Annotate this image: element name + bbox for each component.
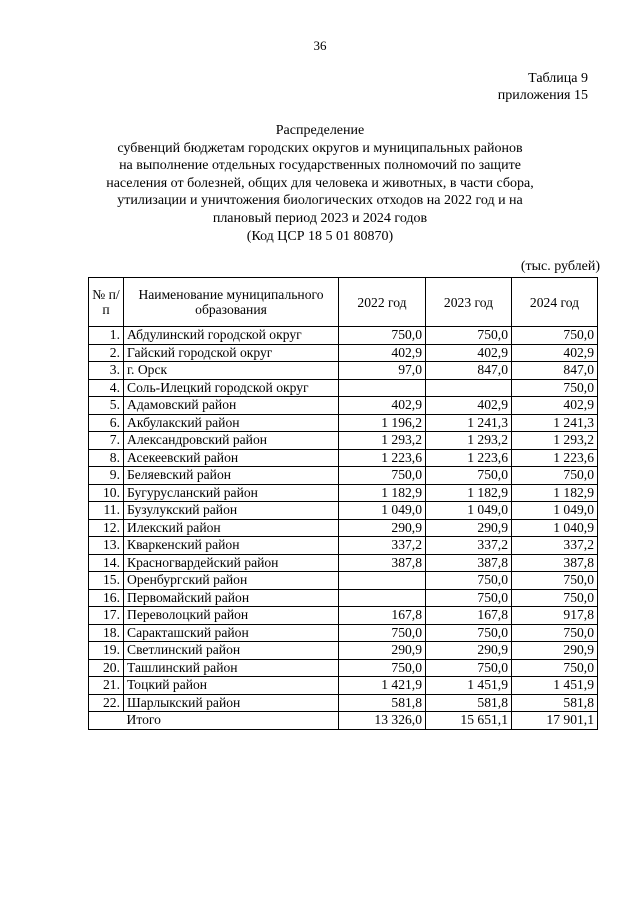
- row-municipality: Красногвардейский район: [124, 554, 339, 572]
- row-number: 17.: [89, 607, 124, 625]
- table-row: [89, 344, 598, 362]
- row-municipality: Кваркенский район: [124, 537, 339, 555]
- row-number: 19.: [89, 642, 124, 660]
- row-value-2023: 750,0: [426, 659, 512, 677]
- table-row: [89, 519, 598, 537]
- row-value-2024: 1 040,9: [512, 519, 598, 537]
- row-municipality: Первомайский район: [124, 589, 339, 607]
- row-value-2024: 1 241,3: [512, 414, 598, 432]
- row-number: 21.: [89, 677, 124, 695]
- row-value-2024: 1 451,9: [512, 677, 598, 695]
- row-value-2022: 581,8: [339, 694, 426, 712]
- row-number: 16.: [89, 589, 124, 607]
- table-row: [89, 362, 598, 380]
- heading-line: (Код ЦСР 18 5 01 80870): [246, 228, 394, 244]
- row-municipality: Абдулинский городской округ: [124, 327, 339, 345]
- row-value-2024: 290,9: [512, 642, 598, 660]
- table-row: [89, 537, 598, 555]
- table-row: [89, 677, 598, 695]
- table-row: [89, 432, 598, 450]
- table-ref-line2: приложения 15: [497, 88, 588, 103]
- row-value-2024: 750,0: [512, 572, 598, 590]
- row-value-2022: 1 182,9: [339, 484, 426, 502]
- heading-line: населения от болезней, общих для человека и животных, в части сбора,: [106, 175, 534, 191]
- row-municipality: Шарлыкский район: [124, 694, 339, 712]
- total-2024: 17 901,1: [512, 712, 598, 730]
- row-municipality: Переволоцкий район: [124, 607, 339, 625]
- row-municipality: Оренбургский район: [124, 572, 339, 590]
- row-value-2023: 581,8: [426, 694, 512, 712]
- row-value-2023: 402,9: [426, 344, 512, 362]
- table-row: [89, 607, 598, 625]
- row-value-2023: 750,0: [426, 572, 512, 590]
- row-value-2024: 917,8: [512, 607, 598, 625]
- row-value-2023: 402,9: [426, 397, 512, 415]
- table-row: [89, 502, 598, 520]
- row-value-2022: [339, 379, 426, 397]
- row-value-2023: 1 182,9: [426, 484, 512, 502]
- table-reference: [498, 70, 588, 104]
- table-row: [89, 379, 598, 397]
- row-value-2022: 1 223,6: [339, 449, 426, 467]
- total-2023: 15 651,1: [426, 712, 512, 730]
- row-value-2023: 290,9: [426, 642, 512, 660]
- table-row: [89, 624, 598, 642]
- row-municipality: Асекеевский район: [124, 449, 339, 467]
- table-ref-line1: Таблица 9: [528, 71, 588, 86]
- row-value-2022: 290,9: [339, 642, 426, 660]
- table-row: [89, 397, 598, 415]
- row-value-2024: 387,8: [512, 554, 598, 572]
- row-value-2023: 1 223,6: [426, 449, 512, 467]
- table-row: [89, 484, 598, 502]
- row-value-2023: [426, 379, 512, 397]
- row-value-2024: 750,0: [512, 327, 598, 345]
- table-row: [89, 414, 598, 432]
- table-row: [89, 694, 598, 712]
- row-number: 22.: [89, 694, 124, 712]
- table-body: [89, 327, 598, 730]
- row-municipality: Ташлинский район: [124, 659, 339, 677]
- row-value-2024: 1 293,2: [512, 432, 598, 450]
- table-row: [89, 467, 598, 485]
- table-row: [89, 327, 598, 345]
- heading-line: утилизации и уничтожения биологических отходов на 2022 год и на: [117, 193, 523, 209]
- row-number: 4.: [89, 379, 124, 397]
- header-2023: 2023 год: [426, 278, 512, 327]
- row-value-2022: 1 049,0: [339, 502, 426, 520]
- units-note: (тыс. рублей): [520, 259, 600, 274]
- row-value-2024: 750,0: [512, 659, 598, 677]
- total-label: Итого: [124, 712, 339, 730]
- row-number: 15.: [89, 572, 124, 590]
- row-value-2024: 750,0: [512, 589, 598, 607]
- row-value-2022: 387,8: [339, 554, 426, 572]
- row-value-2024: 402,9: [512, 344, 598, 362]
- table-total-row: [89, 712, 598, 730]
- header-name: Наименование муниципального образования: [124, 278, 339, 327]
- row-municipality: Гайский городской округ: [124, 344, 339, 362]
- row-municipality: Александровский район: [124, 432, 339, 450]
- row-municipality: Илекский район: [124, 519, 339, 537]
- row-value-2022: 167,8: [339, 607, 426, 625]
- row-value-2023: 167,8: [426, 607, 512, 625]
- row-value-2022: 1 421,9: [339, 677, 426, 695]
- row-value-2023: 750,0: [426, 624, 512, 642]
- row-municipality: г. Орск: [124, 362, 339, 380]
- row-value-2023: 847,0: [426, 362, 512, 380]
- row-municipality: Акбулакский район: [124, 414, 339, 432]
- header-2022: 2022 год: [339, 278, 426, 327]
- subvention-table: [88, 277, 598, 730]
- table-row: [89, 659, 598, 677]
- row-value-2022: 402,9: [339, 397, 426, 415]
- row-number: 12.: [89, 519, 124, 537]
- row-value-2023: 750,0: [426, 589, 512, 607]
- row-value-2022: 1 196,2: [339, 414, 426, 432]
- heading-line: на выполнение отдельных государственных полномочий по защите: [119, 158, 521, 174]
- table-row: [89, 554, 598, 572]
- row-number: 9.: [89, 467, 124, 485]
- total-2022: 13 326,0: [339, 712, 426, 730]
- row-value-2023: 750,0: [426, 467, 512, 485]
- row-value-2024: 1 182,9: [512, 484, 598, 502]
- row-number: 20.: [89, 659, 124, 677]
- row-number: 11.: [89, 502, 124, 520]
- row-value-2023: 1 293,2: [426, 432, 512, 450]
- row-value-2022: 750,0: [339, 467, 426, 485]
- row-municipality: Бугурусланский район: [124, 484, 339, 502]
- row-number: 1.: [89, 327, 124, 345]
- row-number: 18.: [89, 624, 124, 642]
- row-value-2023: 337,2: [426, 537, 512, 555]
- row-value-2024: 337,2: [512, 537, 598, 555]
- document-heading: [60, 122, 580, 245]
- row-number: 13.: [89, 537, 124, 555]
- table-header-row: [89, 278, 598, 327]
- row-value-2023: 1 241,3: [426, 414, 512, 432]
- page-number: 36: [313, 38, 327, 53]
- table-row: [89, 572, 598, 590]
- row-number: 5.: [89, 397, 124, 415]
- row-municipality: Тоцкий район: [124, 677, 339, 695]
- row-value-2024: 750,0: [512, 379, 598, 397]
- table-row: [89, 642, 598, 660]
- row-number: 14.: [89, 554, 124, 572]
- row-number: 3.: [89, 362, 124, 380]
- row-number: 7.: [89, 432, 124, 450]
- row-value-2023: 1 451,9: [426, 677, 512, 695]
- heading-line: плановый период 2023 и 2024 годов: [212, 210, 428, 226]
- row-value-2024: 750,0: [512, 624, 598, 642]
- row-number: 2.: [89, 344, 124, 362]
- total-blank: [89, 712, 124, 730]
- row-value-2024: 1 223,6: [512, 449, 598, 467]
- row-municipality: Саракташский район: [124, 624, 339, 642]
- row-value-2023: 387,8: [426, 554, 512, 572]
- row-value-2024: 581,8: [512, 694, 598, 712]
- table-row: [89, 589, 598, 607]
- row-municipality: Соль-Илецкий городской округ: [124, 379, 339, 397]
- row-value-2023: 750,0: [426, 327, 512, 345]
- row-value-2022: 750,0: [339, 327, 426, 345]
- row-municipality: Светлинский район: [124, 642, 339, 660]
- row-value-2022: 402,9: [339, 344, 426, 362]
- row-value-2022: 750,0: [339, 659, 426, 677]
- row-value-2022: 290,9: [339, 519, 426, 537]
- row-value-2022: [339, 572, 426, 590]
- row-value-2022: 97,0: [339, 362, 426, 380]
- row-value-2024: 1 049,0: [512, 502, 598, 520]
- row-value-2022: 750,0: [339, 624, 426, 642]
- row-value-2024: 750,0: [512, 467, 598, 485]
- heading-line: Распределение: [275, 123, 365, 138]
- row-municipality: Бузулукский район: [124, 502, 339, 520]
- row-municipality: Адамовский район: [124, 397, 339, 415]
- row-value-2022: 337,2: [339, 537, 426, 555]
- row-number: 8.: [89, 449, 124, 467]
- table-row: [89, 449, 598, 467]
- row-number: 6.: [89, 414, 124, 432]
- row-value-2023: 1 049,0: [426, 502, 512, 520]
- row-value-2024: 402,9: [512, 397, 598, 415]
- row-value-2023: 290,9: [426, 519, 512, 537]
- row-value-2022: 1 293,2: [339, 432, 426, 450]
- row-municipality: Беляевский район: [124, 467, 339, 485]
- row-value-2024: 847,0: [512, 362, 598, 380]
- row-value-2022: [339, 589, 426, 607]
- header-2024: 2024 год: [512, 278, 598, 327]
- heading-line: субвенций бюджетам городских округов и муниципальных районов: [117, 140, 523, 156]
- header-num: № п/п: [89, 278, 124, 327]
- row-number: 10.: [89, 484, 124, 502]
